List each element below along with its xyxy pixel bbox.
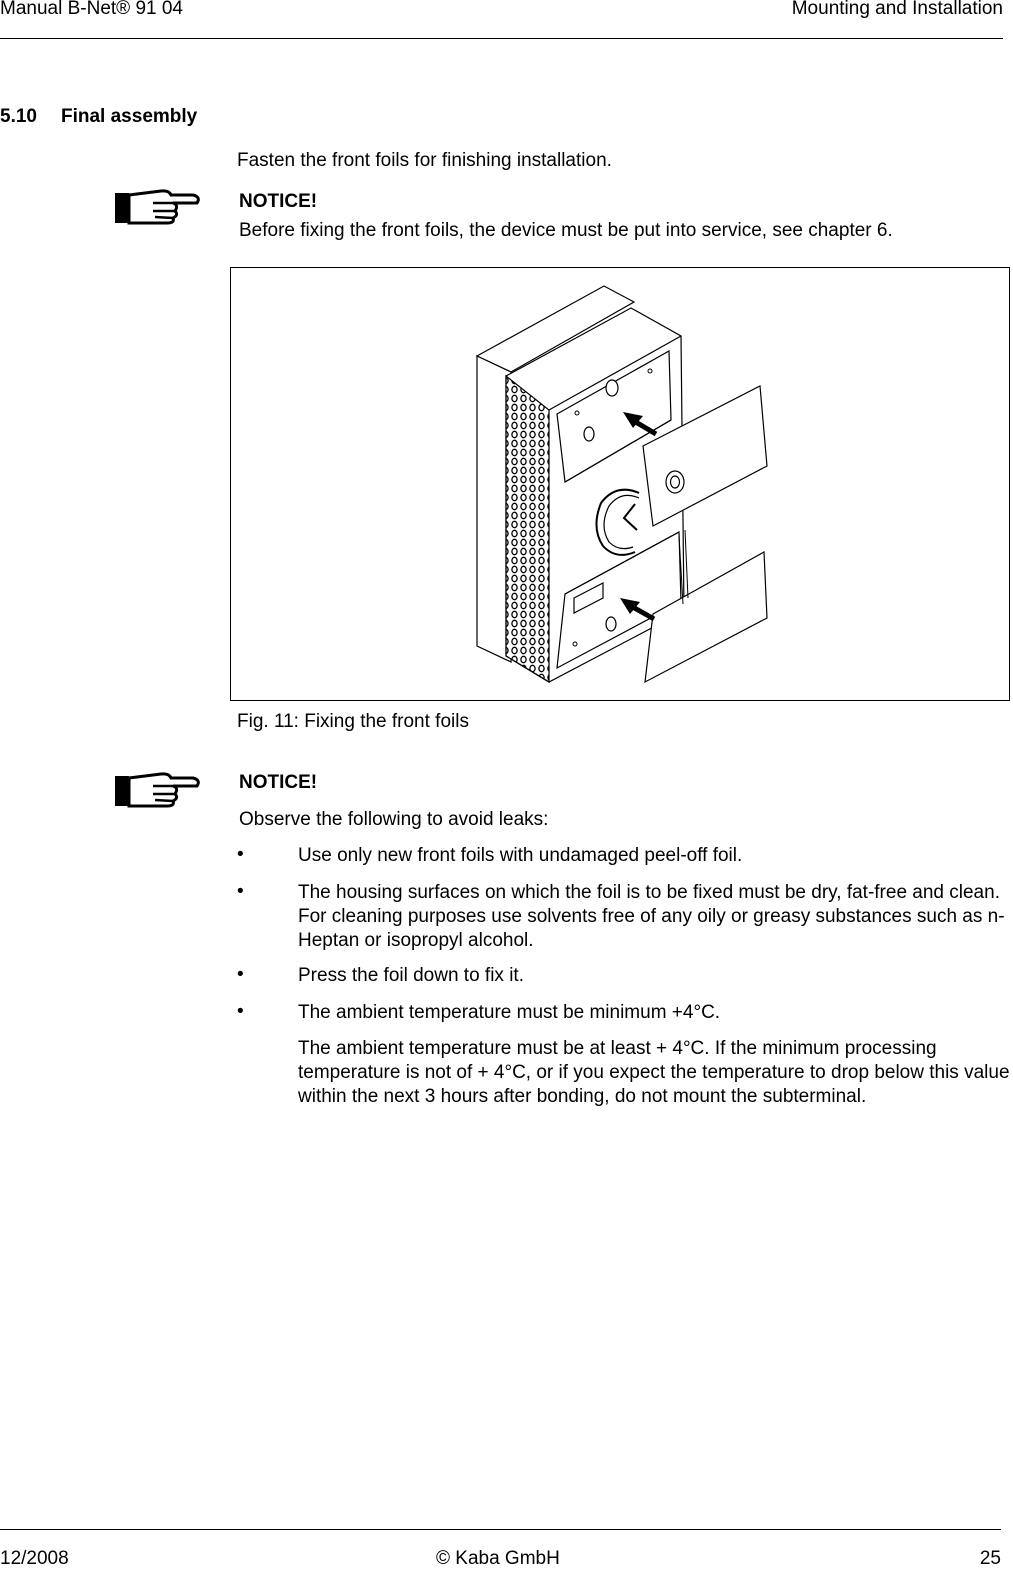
footer-page-number: 25 (979, 1548, 1001, 1569)
section-title: Final assembly (61, 106, 198, 127)
bullet-item-4: The ambient temperature must be minimum +4°C. (298, 1002, 721, 1023)
header-chapter-title: Mounting and Installation (791, 0, 1003, 19)
bullet-marker: • (237, 844, 244, 865)
pointing-hand-icon (113, 768, 203, 808)
notice1-text: Before fixing the front foils, the device must be put into service, see chapter 6. (239, 220, 893, 241)
notice2-title: NOTICE! (239, 772, 318, 793)
figure-frame (230, 267, 1010, 701)
bullet-marker: • (237, 881, 244, 902)
bullet-item-1: Use only new front foils with undamaged peel-off foil. (298, 845, 743, 866)
bullet-item-3: Press the foil down to fix it. (298, 965, 524, 986)
section-number: 5.10 (0, 106, 37, 127)
bullet-marker: • (237, 964, 244, 985)
bullet-item-2: The housing surfaces on which the foil is to be fixed must be dry, fat-free and clean. For cleaning purposes use solvents free of any oily or greasy substances such as n-Heptan or isopropyl alcohol. (298, 882, 1005, 951)
footer-copyright: © Kaba GmbH (436, 1548, 560, 1569)
intro-text: Fasten the front foils for finishing installation. (237, 150, 612, 171)
header-manual-title: Manual B-Net® 91 04 (0, 0, 183, 19)
footer-date: 12/2008 (0, 1548, 69, 1569)
footer-rule (0, 1529, 1001, 1530)
temperature-note: The ambient temperature must be at least + 4°C. If the minimum processing temperature is not of + 4°C, or if you expect the temperature to drop below this value within the next 3 hours after bonding, do not mount the subterminal. (298, 1038, 1010, 1107)
notice2-intro: Observe the following to avoid leaks: (239, 809, 549, 830)
figure-caption: Fig. 11: Fixing the front foils (237, 711, 469, 732)
pointing-hand-icon (113, 185, 203, 225)
bullet-marker: • (237, 1001, 244, 1022)
header-rule (0, 38, 1003, 39)
notice1-title: NOTICE! (239, 191, 318, 212)
device-illustration (231, 268, 1009, 700)
